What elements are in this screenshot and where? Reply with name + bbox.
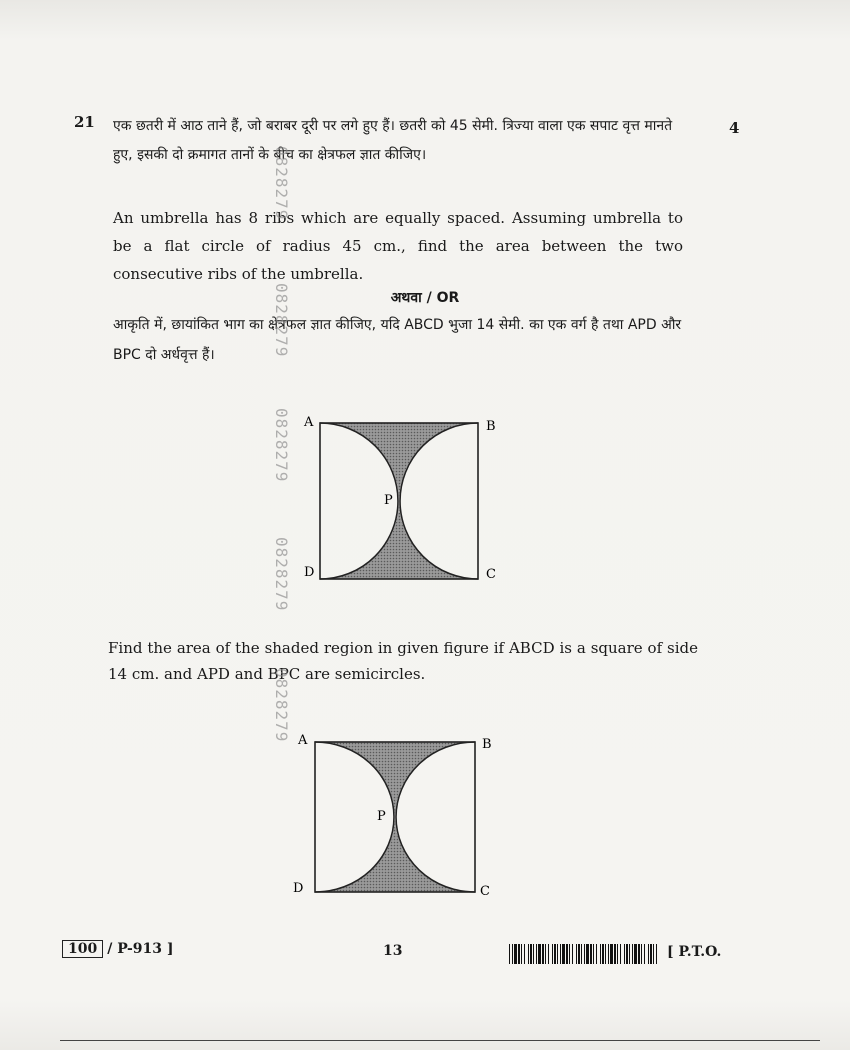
barcode-bar	[653, 944, 654, 964]
shaded-region-figure-2	[285, 730, 505, 905]
watermark: 0828279	[272, 537, 291, 612]
barcode-bar	[514, 944, 517, 964]
barcode-bar	[656, 944, 657, 964]
barcode-bar	[554, 944, 556, 964]
label-d: D	[293, 881, 304, 896]
shaded-region-top	[315, 742, 475, 817]
barcode-bar	[620, 944, 621, 964]
barcode-bar	[634, 944, 637, 964]
barcode-bar	[586, 944, 589, 964]
barcode-bar	[560, 944, 561, 964]
barcode-bar	[608, 944, 609, 964]
barcode-bar	[545, 944, 546, 964]
pto-label: [ P.T.O.	[667, 944, 722, 960]
page-number: 13	[383, 943, 403, 959]
watermark: 0828279	[272, 668, 291, 743]
label-d: D	[304, 565, 315, 580]
barcode-bar	[518, 944, 520, 964]
barcode-bar	[557, 944, 558, 964]
barcode-bar	[629, 944, 630, 964]
barcode-bar	[644, 944, 645, 964]
barcode-bar	[584, 944, 585, 964]
barcode-bar	[542, 944, 544, 964]
label-a: A	[304, 415, 314, 430]
bottom-rule	[60, 1040, 820, 1041]
barcode-bar	[566, 944, 568, 964]
label-b: B	[482, 737, 492, 752]
barcode-bar	[650, 944, 652, 964]
barcode-bar	[610, 944, 613, 964]
barcode-bar	[530, 944, 532, 964]
barcode-bar	[562, 944, 565, 964]
barcode-bar	[593, 944, 594, 964]
shaded-region-top	[320, 423, 478, 501]
paper-code	[62, 941, 174, 957]
label-p: P	[377, 809, 386, 824]
label-c: C	[480, 884, 490, 899]
barcode-bar	[509, 944, 510, 964]
barcode-bar	[578, 944, 580, 964]
shaded-region-figure-1	[290, 410, 510, 590]
barcode-bar	[614, 944, 616, 964]
question-marks: 4	[729, 119, 740, 137]
label-a: A	[298, 733, 308, 748]
question-number: 21	[74, 113, 95, 131]
barcode-bar	[638, 944, 640, 964]
barcode-bar	[576, 944, 577, 964]
shaded-region-bottom	[320, 501, 478, 579]
barcode-bar	[533, 944, 534, 964]
barcode-bar	[536, 944, 537, 964]
or-english-text: Find the area of the shaded region in given figure if ABCD is a square of side 14 cm. and APD and BPC are semicircles.	[108, 639, 698, 683]
barcode-bar	[605, 944, 606, 964]
watermark: 0828279	[272, 146, 291, 221]
barcode-bar	[512, 944, 513, 964]
barcode-bar	[648, 944, 649, 964]
shaded-region-bottom	[315, 817, 475, 892]
barcode-bar	[524, 944, 525, 964]
label-c: C	[486, 567, 496, 582]
barcode-bar	[581, 944, 582, 964]
barcode-bar	[572, 944, 573, 964]
or-hindi-text: आकृति में, छायांकित भाग का क्षेत्रफल ज्ञात कीजिए, यदि ABCD भुजा 14 सेमी. का एक वर्ग है तथा APD और BPC दो अर्धवृत्त हैं।	[113, 317, 682, 363]
watermark: 0828279	[272, 408, 291, 483]
barcode-bar	[596, 944, 597, 964]
barcode-bar	[624, 944, 625, 964]
label-b: B	[486, 419, 496, 434]
barcode-bar	[521, 944, 522, 964]
label-p: P	[384, 493, 393, 508]
barcode-bar	[600, 944, 601, 964]
barcode-bar	[548, 944, 549, 964]
barcode-bar	[617, 944, 618, 964]
barcode	[509, 944, 657, 964]
paper-code-box: 100	[62, 940, 103, 958]
barcode-bar	[590, 944, 592, 964]
barcode-bar	[569, 944, 570, 964]
question-hindi-text: एक छतरी में आठ ताने हैं, जो बराबर दूरी पर लगे हुए हैं। छतरी को 45 सेमी. त्रिज्या वाला एक सपाट वृत्त मानते हुए, इसकी दो क्रमागत तानों के बीच का क्षेत्रफल ज्ञात कीजिए।	[113, 118, 673, 163]
barcode-bar	[602, 944, 604, 964]
watermark: 0828279	[272, 283, 291, 358]
paper-code-text: / P-913 ]	[107, 941, 174, 957]
barcode-bar	[528, 944, 529, 964]
question-english-text: An umbrella has 8 ribs which are equally spaced. Assuming umbrella to be a flat circle of radius 45 cm., find the area between the two consecutive ribs of the umbrella.	[113, 209, 683, 283]
barcode-bar	[641, 944, 642, 964]
barcode-bar	[626, 944, 628, 964]
barcode-bar	[538, 944, 541, 964]
or-label: अथवा / OR	[390, 290, 460, 306]
barcode-bar	[552, 944, 553, 964]
barcode-bar	[632, 944, 633, 964]
